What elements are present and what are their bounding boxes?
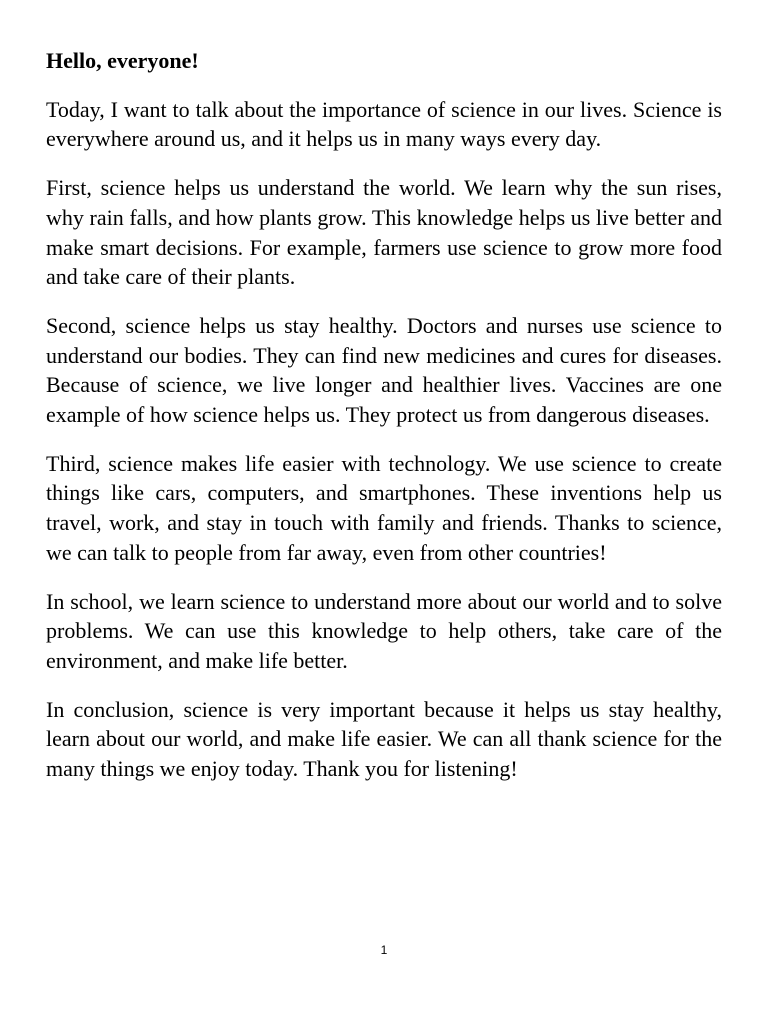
page-number: 1 xyxy=(380,943,388,957)
paragraph-intro: Today, I want to talk about the importance of science in our lives. Science is everywhere around us, and it helps us in many ways every day. xyxy=(46,96,722,152)
paragraph-technology: Third, science makes life easier with technology. We use science to create things like cars, computers, and smartphones. These inventions help us travel, work, and stay in touch with family and friends. Thanks to science, we can talk to people from far away, even from other countries! xyxy=(46,450,722,565)
paragraph-understand-world: First, science helps us understand the world. We learn why the sun rises, why rain falls, and how plants grow. This knowledge helps us live better and make smart decisions. For example, farmers use science to grow more food and take care of their plants. xyxy=(46,175,722,290)
paragraph-stay-healthy: Second, science helps us stay healthy. Doctors and nurses use science to understand our bodies. They can find new medicines and cures for diseases. Because of science, we live longer and healthier lives. Vaccines are one example of how science helps us. They protect us from dangerous diseases. xyxy=(46,312,722,428)
paragraph-school: In school, we learn science to understand more about our world and to solve problems. We can use this knowledge to help others, take care of the environment, and make life better. xyxy=(46,588,722,673)
document-body xyxy=(46,46,722,803)
greeting-heading: Hello, everyone! xyxy=(46,48,199,73)
paragraph-conclusion: In conclusion, science is very important because it helps us stay healthy, learn about our world, and make life easier. We can all thank science for the many things we enjoy today. Thank you for listening! xyxy=(46,696,722,782)
